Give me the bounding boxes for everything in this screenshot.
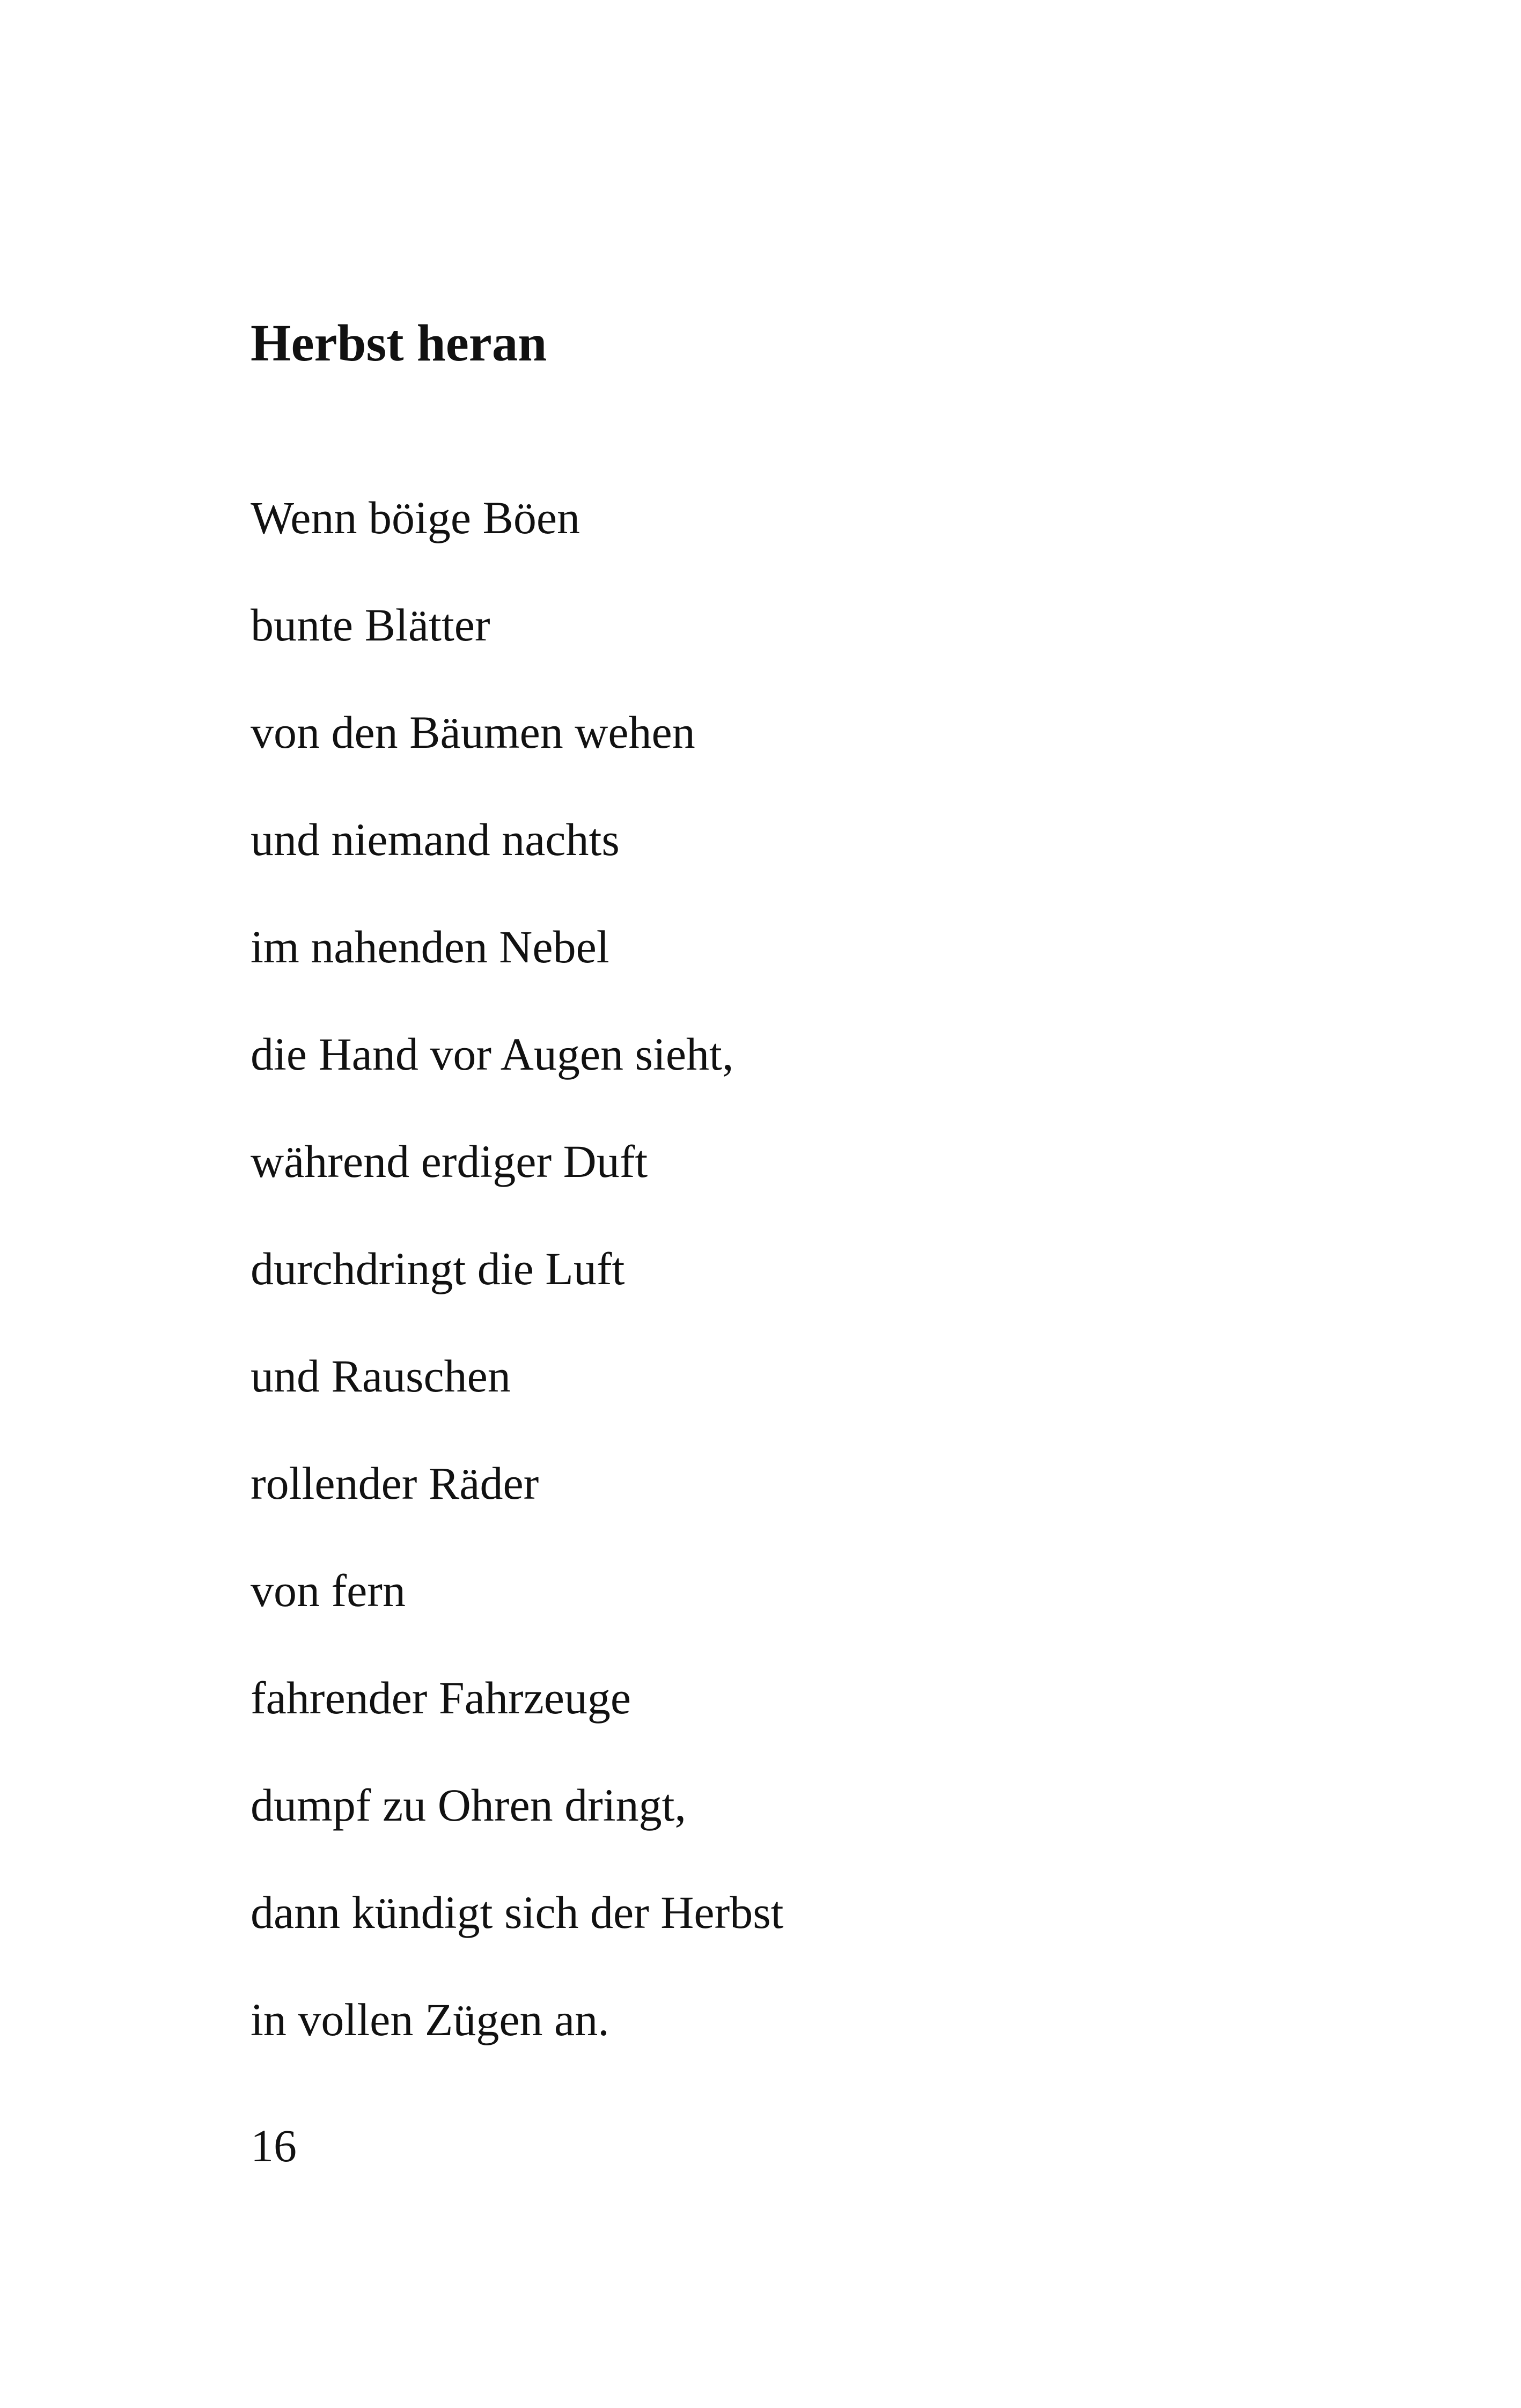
poem-line: dann kündigt sich der Herbst: [251, 1887, 784, 1938]
poem-line: die Hand vor Augen sieht,: [251, 1028, 734, 1080]
poem-title: Herbst heran: [251, 314, 547, 372]
poem-line: fahrender Fahrzeuge: [251, 1672, 631, 1724]
poem-body: [251, 483, 784, 2092]
poem-line: in vollen Zügen an.: [251, 1994, 609, 2045]
poem-line: Wenn böige Böen: [251, 492, 581, 543]
poem-line: und Rauschen: [251, 1350, 511, 1402]
poem-line: während erdiger Duft: [251, 1136, 648, 1187]
poem-line: und niemand nachts: [251, 814, 620, 865]
poem-line: von den Bäumen wehen: [251, 706, 695, 758]
poem-line: dumpf zu Ohren dringt,: [251, 1779, 687, 1831]
poem-line: im nahenden Nebel: [251, 921, 609, 973]
poem-line: von fern: [251, 1565, 406, 1616]
poem-line: durchdringt die Luft: [251, 1243, 625, 1294]
poem-line: rollender Räder: [251, 1457, 539, 1509]
poem-line: bunte Blätter: [251, 599, 490, 651]
page-number: 16: [251, 2120, 297, 2171]
